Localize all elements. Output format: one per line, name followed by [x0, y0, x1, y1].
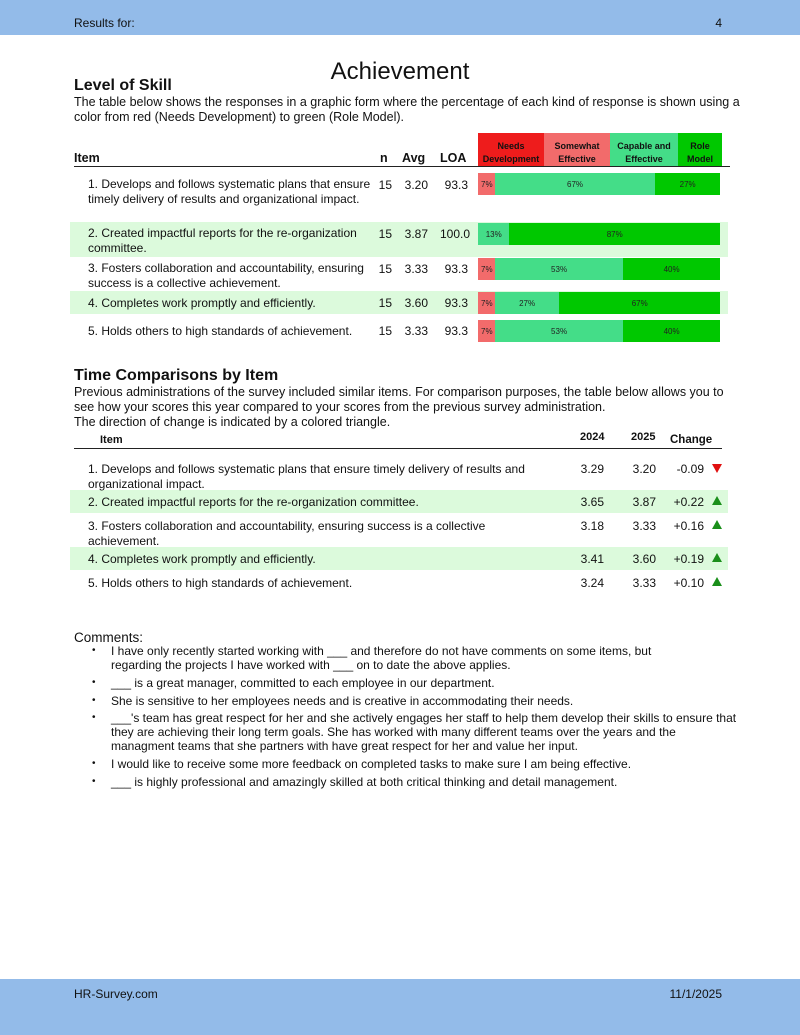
skill-row-loa: 93.3 — [444, 262, 468, 276]
time-row-label: 5. Holds others to high standards of achievement. — [88, 576, 353, 590]
skill-row-label: 1. Develops and follows systematic plans that ensure timely delivery of results and organizational impact. — [88, 177, 371, 206]
comments-title: Comments: — [74, 630, 144, 645]
time-row-change: +0.16 — [673, 519, 704, 533]
page-title: Achievement — [330, 58, 470, 85]
skill-row-n: 15 — [378, 296, 392, 310]
skill-row-n: 15 — [378, 324, 392, 338]
legend-role-model: Role Model — [678, 133, 722, 166]
comment-item: ___ is highly professional and amazingly skilled at both critical thinking and detail management. — [111, 775, 618, 789]
bar-segment: 53% — [495, 320, 623, 342]
comment-item: ___'s team has great respect for her and she actively engages her staff to help them develop their skills to ensure that they are achieving their long term goals. She has worked with many different teams over the years and the managment teams that she partners with have great respect for her and value her input. — [111, 711, 737, 753]
time-row-label: 4. Completes work promptly and efficiently. — [88, 552, 316, 566]
bar-segment: 27% — [655, 173, 720, 195]
skill-row-label: 3. Fosters collaboration and accountability, ensuring success is a collective achievement. — [88, 261, 364, 290]
bar-segment: 40% — [623, 320, 720, 342]
skill-row-loa: 93.3 — [444, 324, 468, 338]
col-n: n — [380, 151, 388, 165]
col-2024: 2024 — [580, 431, 605, 443]
comment-item: She is sensitive to her employees needs and is creative in accommodating their needs. — [111, 694, 574, 708]
time-row-2024: 3.18 — [580, 519, 604, 533]
page-number: 4 — [715, 16, 722, 30]
bar-segment: 7% — [478, 258, 495, 280]
skill-row-avg: 3.20 — [404, 178, 428, 192]
time-row-change: +0.22 — [673, 495, 704, 509]
skill-row-n: 15 — [378, 262, 392, 276]
bullet-icon: • — [92, 712, 96, 723]
change-up-icon — [712, 496, 722, 505]
time-row-2024: 3.24 — [580, 576, 604, 590]
legend-capable-effective: Capable and Effective — [610, 133, 678, 166]
time-row-2025: 3.20 — [632, 462, 656, 476]
comment-item: ___ is a great manager, committed to each employee in our department. — [111, 676, 495, 690]
time-row-2024: 3.65 — [580, 495, 604, 509]
time-row-2025: 3.33 — [632, 576, 656, 590]
skill-row-n: 15 — [378, 227, 392, 241]
time-section-title: Time Comparisons by Item — [74, 367, 279, 384]
bullet-icon: • — [92, 758, 96, 769]
results-for-label: Results for: — [74, 16, 135, 30]
time-row-label: 2. Created impactful reports for the re-organization committee. — [88, 495, 419, 509]
skill-row-loa: 93.3 — [444, 178, 468, 192]
bullet-icon: • — [92, 776, 96, 787]
time-row-change: +0.19 — [673, 552, 704, 566]
change-up-icon — [712, 577, 722, 586]
skill-row-avg: 3.33 — [404, 324, 428, 338]
legend-somewhat-effective: Somewhat Effective — [544, 133, 610, 166]
col-item: Item — [74, 151, 100, 165]
time-row-label: 1. Develops and follows systematic plans that ensure timely delivery of results and organizational impact. — [88, 462, 525, 491]
bar-segment: 67% — [495, 173, 656, 195]
time-table-header — [74, 430, 722, 449]
skill-row-bar — [478, 320, 720, 342]
col-2025: 2025 — [631, 431, 656, 443]
comment-item: I would like to receive some more feedback on completed tasks to make sure I am being effective. — [111, 757, 632, 771]
time-row-2025: 3.60 — [632, 552, 656, 566]
bar-segment: 53% — [495, 258, 623, 280]
skill-row-bar — [478, 258, 720, 280]
bar-segment: 7% — [478, 320, 495, 342]
page-header-bar — [0, 0, 800, 35]
col-item: Item — [100, 434, 123, 446]
time-row-2024: 3.29 — [580, 462, 604, 476]
skill-row-avg: 3.33 — [404, 262, 428, 276]
skill-row-avg: 3.60 — [404, 296, 428, 310]
skill-row-bar — [478, 223, 720, 245]
skill-row-avg: 3.87 — [404, 227, 428, 241]
bullet-icon: • — [92, 645, 96, 656]
skill-row-loa: 100.0 — [439, 227, 470, 241]
skill-row-label: 2. Created impactful reports for the re-organization committee. — [88, 226, 357, 255]
time-section-description: Previous administrations of the survey included similar items. For comparison purposes, the table below allows you to see how your scores this year compared to your scores from the previous survey administration. — [74, 385, 724, 414]
change-up-icon — [712, 520, 722, 529]
skill-row-bar — [478, 292, 720, 314]
time-row-2025: 3.87 — [632, 495, 656, 509]
change-up-icon — [712, 553, 722, 562]
bullet-icon: • — [92, 677, 96, 688]
time-section-description-2: The direction of change is indicated by a colored triangle. — [74, 415, 391, 429]
time-row-2024: 3.41 — [580, 552, 604, 566]
page-footer-bar — [0, 979, 800, 1035]
col-avg: Avg — [402, 151, 426, 165]
col-loa: LOA — [440, 151, 467, 165]
comment-item: I have only recently started working with ___ and therefore do not have comments on some items, but regarding the projects I have worked with ___ on to date the above applies. — [111, 644, 652, 672]
bar-segment: 7% — [478, 173, 495, 195]
skill-section-title: Level of Skill — [74, 77, 172, 94]
skill-row-n: 15 — [378, 178, 392, 192]
skill-row-label: 5. Holds others to high standards of achievement. — [88, 324, 353, 338]
skill-row-bar — [478, 173, 720, 195]
footer-site: HR-Survey.com — [74, 987, 158, 1001]
time-row-label: 3. Fosters collaboration and accountability, ensuring success is a collective achievement. — [88, 519, 486, 548]
time-row-2025: 3.33 — [632, 519, 656, 533]
bar-segment: 67% — [559, 292, 720, 314]
legend-needs-development: Needs Development — [478, 133, 544, 166]
skill-row-loa: 93.3 — [444, 296, 468, 310]
change-down-icon — [712, 464, 722, 473]
skill-section-description: The table below shows the responses in a graphic form where the percentage of each kind of response is shown using a color from red (Needs Development) to green (Role Model). — [74, 95, 740, 124]
bar-segment: 27% — [495, 292, 560, 314]
time-row-change: -0.09 — [676, 462, 704, 476]
footer-date: 11/1/2025 — [669, 987, 722, 1001]
time-row-change: +0.10 — [673, 576, 704, 590]
bar-segment: 13% — [478, 223, 509, 245]
bar-segment: 40% — [623, 258, 720, 280]
skill-table-header — [74, 133, 730, 167]
skill-row-label: 4. Completes work promptly and efficiently. — [88, 296, 316, 310]
bullet-icon: • — [92, 695, 96, 706]
bar-segment: 7% — [478, 292, 495, 314]
col-change: Change — [670, 434, 713, 446]
bar-segment: 87% — [509, 223, 720, 245]
